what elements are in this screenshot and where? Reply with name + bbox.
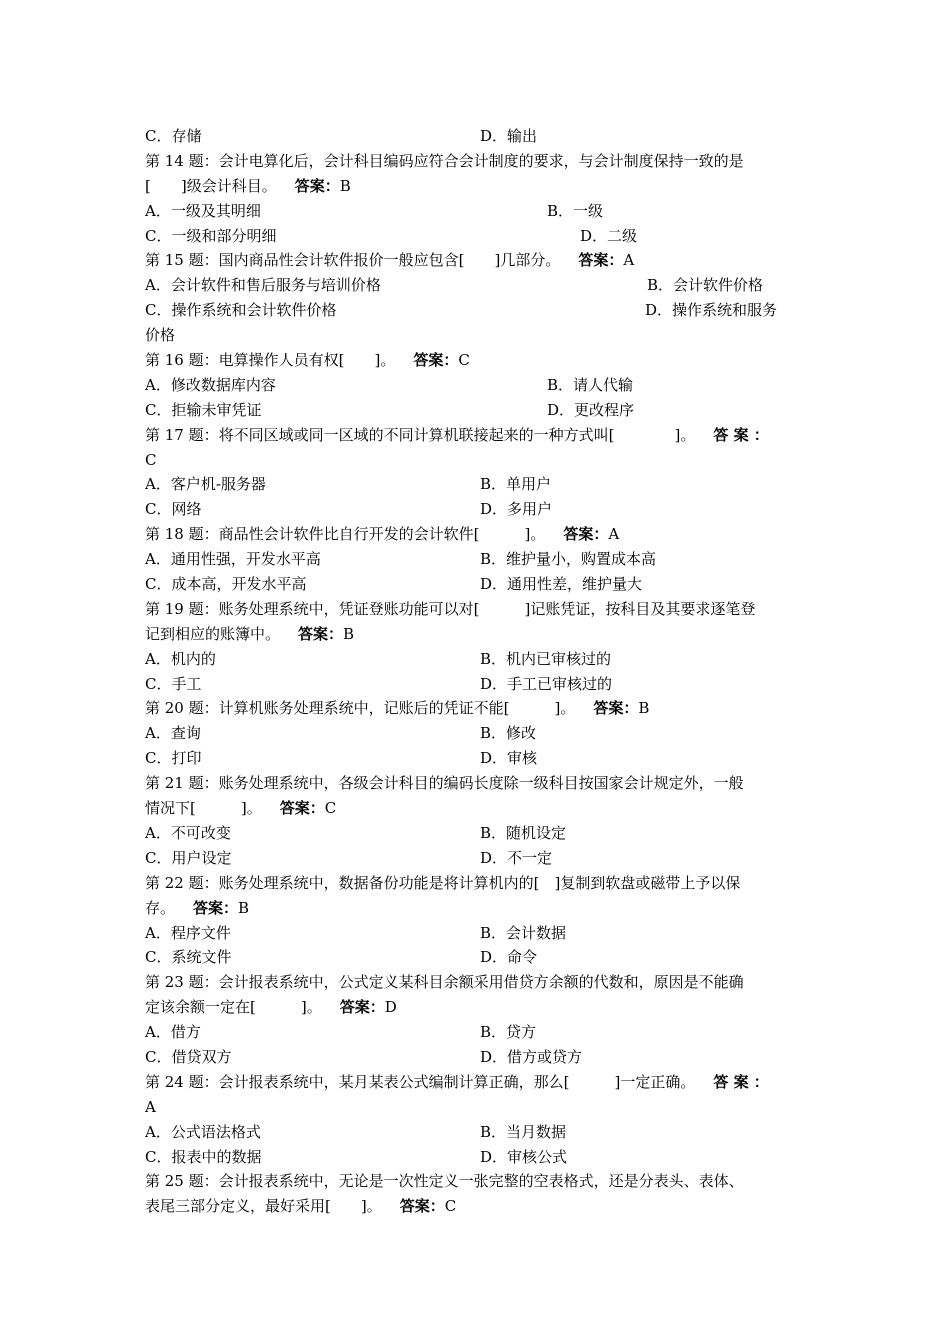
question-text: 第 20 题：计算机账务处理系统中，记账后的凭证不能[ ]。 (145, 699, 576, 718)
option-right: D．借方或贷方 (480, 1047, 583, 1066)
answer-value: C (324, 799, 337, 818)
option-row (145, 547, 807, 572)
question-line (145, 1194, 807, 1219)
option-left: A．客户机-服务器 (145, 475, 266, 494)
option-left: C．成本高，开发水平高 (145, 575, 307, 594)
answer-label: 答案： (294, 176, 340, 195)
option-row (145, 1045, 807, 1070)
option-row (145, 298, 807, 323)
answer-value: B (638, 699, 650, 718)
question-line (145, 248, 807, 273)
question-text: 表尾三部分定义，最好采用[ ]。 (145, 1197, 382, 1216)
option-right: D．审核公式 (480, 1147, 568, 1166)
answer-label: 答案： (339, 998, 385, 1017)
option-row (145, 1145, 807, 1170)
text-line: 第 21 题：账务处理系统中，各级会计科目的编码长度除一级科目按国家会计规定外，一般 (145, 774, 744, 793)
answer-label: 答 案 ： (713, 1072, 769, 1091)
question-text: 记到相应的账簿中。 (145, 624, 281, 643)
answer-value: B (343, 624, 355, 643)
option-row (145, 672, 807, 697)
option-right: D．手工已审核过的 (480, 674, 613, 693)
option-row (145, 472, 807, 497)
option-right: B．贷方 (480, 1023, 537, 1042)
question-text: 定该余额一定在[ ]。 (145, 998, 322, 1017)
option-row (145, 921, 807, 946)
option-left: C．系统文件 (145, 948, 232, 967)
option-right: D．更改程序 (547, 400, 635, 419)
option-row (145, 398, 807, 423)
answer-value: A (608, 525, 620, 544)
text-line: 第 22 题：账务处理系统中，数据备份功能是将计算机内的[ ]复制到软盘或磁带上予以保 (145, 873, 741, 892)
option-right: B．会计软件价格 (647, 276, 764, 295)
answer-value: B (339, 176, 351, 195)
exam-page (145, 124, 807, 1219)
question-line (145, 174, 807, 199)
option-left: C．存储 (145, 127, 202, 145)
option-left: C．打印 (145, 749, 202, 768)
option-left: C．手工 (145, 674, 202, 693)
option-left: C．借贷双方 (145, 1047, 232, 1066)
answer-label: 答案： (578, 251, 624, 270)
answer-label: 答案： (593, 699, 639, 718)
answer-value: A (623, 251, 635, 270)
answer-value: C (458, 351, 470, 370)
option-left: A．修改数据库内容 (145, 375, 276, 394)
question-line (145, 348, 807, 373)
option-right: D．审核 (480, 749, 538, 768)
answer-value: D (384, 998, 397, 1017)
answer-label: 答案： (193, 898, 239, 917)
option-right: B．会计数据 (480, 923, 567, 942)
text-line: 第 25 题：会计报表系统中，无论是一次性定义一张完整的空表格式，还是分表头、表体、 (145, 1172, 744, 1191)
option-left: A．查询 (145, 724, 201, 743)
question-text: 第 17 题：将不同区域或同一区域的不同计算机联接起来的一种方式叫[ ]。 (145, 425, 696, 444)
question-text: 第 24 题：会计报表系统中，某月某表公式编制计算正确，那么[ ]一定正确。 (145, 1072, 696, 1091)
option-left: A．机内的 (145, 649, 216, 668)
question-text: [ ]级会计科目。 (145, 176, 277, 195)
option-right: D．输出 (480, 127, 538, 145)
option-row (145, 721, 807, 746)
text-line: 价格 (145, 326, 176, 345)
option-left: C．一级和部分明细 (145, 226, 277, 245)
option-right: B．一级 (547, 201, 604, 220)
option-right: B．随机设定 (480, 823, 567, 842)
option-row (145, 846, 807, 871)
answer-value: B (238, 898, 250, 917)
text-line: C (145, 450, 157, 469)
option-right: D．通用性差，维护量大 (480, 575, 643, 594)
text-line: 第 14 题：会计电算化后，会计科目编码应符合会计制度的要求，与会计制度保持一致的是 (145, 151, 744, 170)
option-right: B．请人代输 (547, 375, 634, 394)
option-row (145, 373, 807, 398)
option-row (145, 1120, 807, 1145)
option-row (145, 945, 807, 970)
option-left: C．用户设定 (145, 848, 232, 867)
question-text: 第 18 题：商品性会计软件比自行开发的会计软件[ ]。 (145, 525, 546, 544)
option-right: D．多用户 (480, 500, 553, 519)
question-line (145, 696, 807, 721)
answer-value: C (444, 1197, 457, 1216)
question-text: 情况下[ ]。 (145, 799, 262, 818)
answer-label: 答案： (279, 799, 325, 818)
option-row (145, 647, 807, 672)
option-left: C．报表中的数据 (145, 1147, 262, 1166)
answer-label: 答案： (413, 351, 459, 370)
option-left: A．通用性强，开发水平高 (145, 550, 321, 569)
option-left: A．公式语法格式 (145, 1122, 261, 1141)
text-line: A (145, 1097, 156, 1116)
option-left: A．一级及其明细 (145, 201, 261, 220)
answer-label: 答案： (298, 624, 344, 643)
option-right: B．机内已审核过的 (480, 649, 612, 668)
option-row (145, 224, 807, 249)
text-line: 第 23 题：会计报表系统中，公式定义某科目余额采用借贷方余额的代数和，原因是不能确 (145, 973, 744, 992)
question-line (145, 796, 807, 821)
option-left: A．借方 (145, 1023, 201, 1042)
option-right: B．单用户 (480, 475, 552, 494)
option-right: B．维护量小，购置成本高 (480, 550, 657, 569)
option-right: D．命令 (480, 948, 538, 967)
option-row (145, 821, 807, 846)
answer-label: 答 案 ： (713, 425, 769, 444)
option-row (145, 124, 807, 149)
option-row (145, 497, 807, 522)
question-line (145, 1070, 807, 1095)
question-line (145, 896, 807, 921)
option-row (145, 746, 807, 771)
option-row (145, 1020, 807, 1045)
question-line (145, 522, 807, 547)
question-text: 存。 (145, 898, 176, 917)
text-line: 第 19 题：账务处理系统中，凭证登账功能可以对[ ]记账凭证，按科目及其要求逐笔登 (145, 599, 756, 618)
option-left: C．操作系统和会计软件价格 (145, 301, 337, 320)
answer-label: 答案： (399, 1197, 445, 1216)
option-row (145, 572, 807, 597)
answer-label: 答案： (563, 525, 609, 544)
question-line (145, 995, 807, 1020)
option-right: B．修改 (480, 724, 537, 743)
option-right: B．当月数据 (480, 1122, 567, 1141)
option-left: A．会计软件和售后服务与培训价格 (145, 276, 381, 295)
option-left: A．程序文件 (145, 923, 231, 942)
option-left: C．网络 (145, 500, 202, 519)
option-right: D．操作系统和服务 (645, 301, 778, 320)
option-left: A．不可改变 (145, 823, 231, 842)
option-right: D．二级 (580, 226, 638, 245)
option-row (145, 273, 807, 298)
question-line (145, 622, 807, 647)
question-text: 第 15 题：国内商品性会计软件报价一般应包含[ ]几部分。 (145, 251, 561, 270)
option-right: D．不一定 (480, 848, 553, 867)
question-line (145, 423, 807, 448)
question-text: 第 16 题：电算操作人员有权[ ]。 (145, 351, 396, 370)
option-row (145, 199, 807, 224)
option-left: C．拒输未审凭证 (145, 400, 262, 419)
